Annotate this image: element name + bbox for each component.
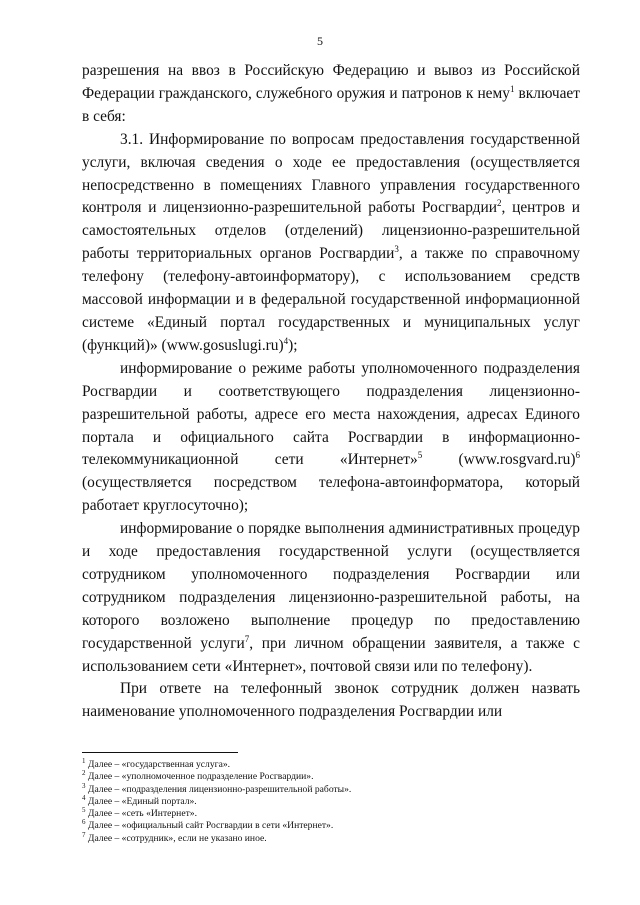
text-run: , а также по справочному телефону (телефону-автоинформатору), с использованием средств массовой информации и в федеральной государственной информационной системе «Единый портал государственных и муниципальных услуг (функций)» (www.gosuslugi.ru) bbox=[82, 245, 580, 354]
footnote-number: 7 bbox=[82, 830, 86, 839]
footnote-text: Далее – «Единый портал». bbox=[85, 795, 197, 807]
footnote-ref: 6 bbox=[575, 450, 581, 461]
text-run: включает в себя: bbox=[82, 84, 580, 125]
page-number: 5 bbox=[317, 34, 323, 48]
footnote-ref: 1 bbox=[509, 83, 515, 94]
text-run: информирование о порядке выполнения административных процедур и ходе предоставления государственной услуги (осуществляется сотрудником уполномоченного подразделения Росгвардии или сотрудником подразделения лицензионно-разрешительной работы, на которого возложено выполнение процедур по предоставлению государственной услуги bbox=[82, 520, 580, 652]
footnote bbox=[82, 759, 580, 771]
footnote-number: 1 bbox=[82, 757, 86, 765]
footnote bbox=[82, 781, 580, 796]
paragraph bbox=[82, 678, 580, 724]
text-run: 3.1. Информирование по вопросам предоставления государственной услуги, включая сведения о ходе ее предоставления (осуществляется непосредственно в помещениях Главного управления государственного контроля и лицензионно-разрешительной работы Росгвардии bbox=[82, 130, 580, 217]
footnotes bbox=[82, 759, 580, 845]
text-run: разрешения на ввоз в Российскую Федерацию и вывоз из Российской Федерации гражданского, служебного оружия и патронов к нему bbox=[82, 62, 580, 102]
footnote bbox=[82, 820, 580, 832]
paragraph bbox=[82, 60, 580, 129]
footnote bbox=[82, 793, 580, 808]
footnote-text: Далее – «государственная услуга». bbox=[85, 759, 231, 770]
footnote-ref: 2 bbox=[497, 198, 502, 209]
text-run: , при личном обращении заявителя, а также с использованием сети «Интернет», почтовой связи или по телефону). bbox=[82, 634, 580, 675]
footnote-number: 3 bbox=[82, 781, 86, 790]
footnote-number: 4 bbox=[82, 793, 86, 802]
footnote bbox=[82, 808, 580, 820]
footnote bbox=[82, 771, 580, 783]
text-run: (осуществляется посредством телефона-автоинформатора, который работает круглосуточно); bbox=[82, 474, 580, 515]
text-run: При ответе на телефонный звонок сотрудник должен назвать наименование уполномоченного подразделения Росгвардии или bbox=[82, 680, 580, 721]
footnote-text: Далее – «официальный сайт Росгвардии в сети «Интернет». bbox=[85, 820, 334, 832]
footnote-text: Далее – «сеть «Интернет». bbox=[85, 808, 197, 820]
footnote-ref: 3 bbox=[394, 244, 399, 255]
text-run: , центров и самостоятельных отделов (отделений) лицензионно-разрешительной работы территориальных органов Росгвардии bbox=[82, 199, 581, 263]
text-run: ); bbox=[288, 336, 298, 354]
footnote-number: 2 bbox=[82, 769, 86, 778]
footnote-text: Далее – «уполномоченное подразделение Росгвардии». bbox=[85, 771, 314, 783]
text-run: информирование о режиме работы уполномоченного подразделения Росгвардии и соответствующего подразделения лицензионно-разрешительной работы, адресе его места нахождения, адресах Единого портала и официального сайта Росгвардии в информационно-телекоммуникационной сети «Интернет» bbox=[82, 359, 580, 469]
footnote-ref: 7 bbox=[244, 633, 250, 644]
footnote bbox=[82, 830, 580, 845]
text-run: (www.rosgvard.ru) bbox=[422, 451, 576, 469]
footnote-number: 6 bbox=[82, 818, 86, 827]
paragraph bbox=[82, 518, 580, 678]
footnote-text: Далее – «сотрудник», если не указано иное. bbox=[85, 832, 267, 844]
footnote-ref: 4 bbox=[283, 335, 289, 346]
paragraph bbox=[82, 129, 580, 358]
footnote-number: 5 bbox=[82, 806, 86, 815]
footnote-separator bbox=[82, 752, 238, 753]
body-text bbox=[82, 60, 580, 724]
paragraph bbox=[82, 358, 580, 518]
footnote-text: Далее – «подразделения лицензионно-разрешительной работы». bbox=[85, 783, 352, 795]
footnote-ref: 5 bbox=[417, 450, 423, 461]
